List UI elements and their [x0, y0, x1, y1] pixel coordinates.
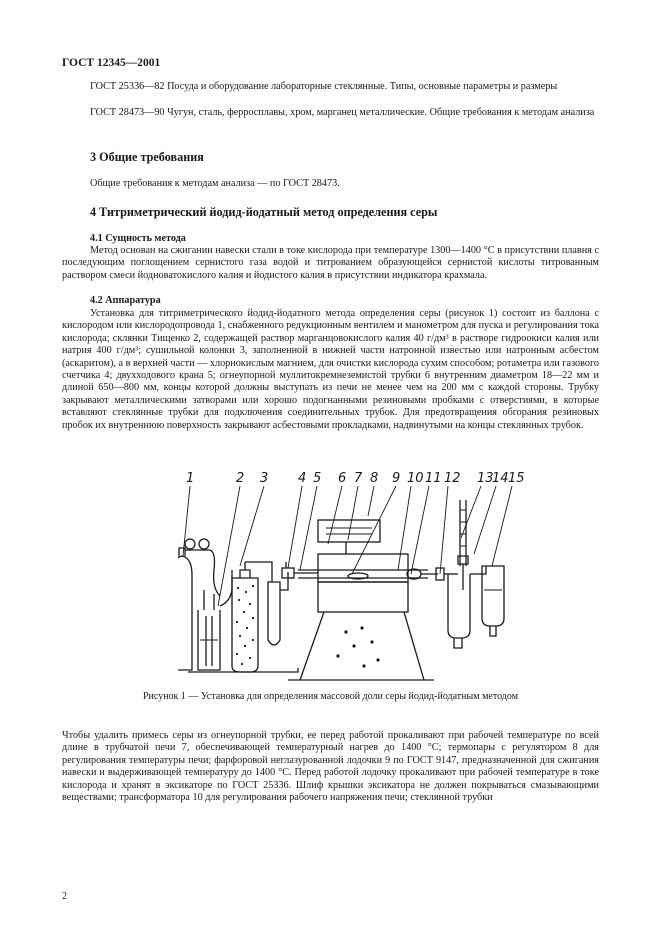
section-3-heading: 3 Общие требования: [90, 150, 204, 164]
section-4-heading: 4 Титриметрический йодид-йодатный метод определения серы: [90, 205, 438, 219]
subsection-4-1-text: Метод основан на сжигании навески стали в токе кислорода при температуре 1300—1400 °С в присутствии плавня с последующим поглощением сернистого газа водой и титрованием образующейся сернистой кислоты титрованным раствором смеси йодноватокислого калия и йодистого калия в присутствии индикатора крахмала.: [62, 245, 599, 281]
figure-label-1: 1: [186, 471, 195, 486]
figure-label-12: 12: [444, 471, 461, 486]
body-text-continued: Чтобы удалить примесь серы из огнеупорной трубки, ее перед работой прокаливают при рабочей температуре по всей длине в трубчатой печи 7, обеспечивающей температурный нагрев до 1400 °С; термопары с регулятором 8 для регулирования температуры печи; фарфоровой неглазурованной лодочки 9 по ГОСТ 9147, предназначенной для сжигания навески и выдерживающей температуру до 1400 °С. Перед работой лодочку прокаливают при рабочей температуре в токе кислорода и хранят в эксикаторе по ГОСТ 25336. Шлиф крышки эксикатора не должен покрываться смазывающими веществами; трансформатора 10 для регулирования рабочего напряжения печи; стеклянной трубки: [62, 730, 599, 804]
subsection-4-2-title: 4.2 Аппаратура: [90, 295, 161, 306]
subsection-4-1-title: 4.1 Сущность метода: [90, 233, 186, 244]
figure-caption: Рисунок 1 — Установка для определения массовой доли серы йодид-йодатным методом: [142, 691, 519, 702]
tube-furnace: [288, 520, 434, 680]
figure-label-10: 10: [407, 471, 424, 486]
figure-label-3: 3: [260, 471, 269, 486]
figure-label-4: 4: [298, 471, 307, 486]
figure-label-5: 5: [313, 471, 322, 486]
figure-label-14: 14: [492, 471, 509, 486]
figure-label-9: 9: [392, 471, 401, 486]
second-absorber: [482, 566, 504, 636]
figure-label-6: 6: [338, 471, 347, 486]
section-3-text: Общие требования к методам анализа — по ГОСТ 28473.: [90, 178, 340, 189]
figure-label-15: 15: [508, 471, 525, 486]
figure-label-2: 2: [236, 471, 245, 486]
reference-gost-25336: ГОСТ 25336—82 Посуда и оборудование лабораторные стеклянные. Типы, основные параметры и размеры: [90, 81, 558, 92]
reference-gost-28473: ГОСТ 28473—90 Чугун, сталь, ферросплавы, хром, марганец металлические. Общие требования к методам анализа: [90, 107, 595, 118]
figure-label-8: 8: [370, 471, 379, 486]
document-header: ГОСТ 12345—2001: [62, 57, 161, 69]
apparatus-figure: [178, 470, 533, 685]
figure-label-11: 11: [425, 471, 442, 486]
figure-label-7: 7: [354, 471, 363, 486]
page-number: 2: [62, 891, 67, 902]
drying-column: [232, 562, 258, 672]
figure-label-13: 13: [477, 471, 494, 486]
subsection-4-2-text: Установка для титриметрического йодид-йодатного метода определения серы (рисунок 1) состоит из баллона с кислородом или кислородопровода 1, снабженного редукционным вентилем и манометром для пуска и регулирования тока кислорода; склянки Тищенко 2, содержащей раствор марганцовокислого калия 40 г/дм³ в растворе гидроокиси калия или натрия 400 г/дм³; сушильной колонки 3, заполненной в нижней части натронной известью или натронным асбестом (аскаритом), а в верхней части — хлорнокислым магнием, для очистки кислорода сухим способом; ротаметра или газового счетчика 4; двухходового крана 5; огнеупорной муллитокремнеземистой трубки 6 внутренним диаметром 18—22 мм и длиной 650—800 мм, концы которой должны выступать из печи не менее чем на 200 мм с каждой стороны. Трубку закрывают металлическими затворами или хорошо подогнанными резиновыми пробками с отверстиями, в которые вставляют стеклянные трубки для подключения соединительных трубок. Для предотвращения обгорания резиновых пробок их внутреннюю поверхность закрывают асбестовыми прокладками, надвинутыми на концы стеклянных трубок.: [62, 308, 599, 431]
